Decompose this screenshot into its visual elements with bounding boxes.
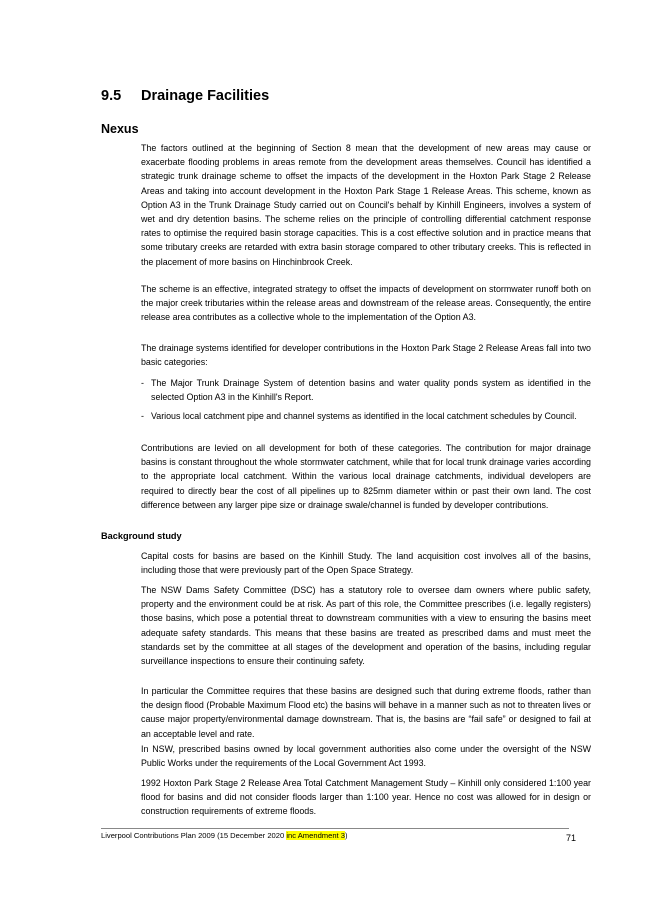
footer-divider [101,828,569,829]
list-item-text: The Major Trunk Drainage System of detention basins and water quality ponds system as identified in the selected Option A3 in the Kinhill's Report. [151,378,591,403]
nexus-paragraph-3: The drainage systems identified for developer contributions in the Hoxton Park Stage 2 Release Areas fall into two basic categories: [141,343,591,368]
nexus-paragraph-1: The factors outlined at the beginning of Section 8 mean that the development of new areas may cause or exacerbate flooding problems in areas remote from the development areas themselves. Council has identified a strategic trunk drainage scheme to offset the impacts of the development in the Hoxton Park Stage 2 Release Areas and taking into account development in the Hoxton Park Stage 1 Release Areas. This scheme, known as Option A3 in the Trunk Drainage Study carried out on Council's behalf by Kinhill Engineers, involves a system of wet and dry detention basins. The scheme relies on the principle of controlling differential catchment response rates to optimise the required basin storage capacities. This is a cost effective solution and in practice means that some tributary creeks are retarded with extra basin storage compared to other tributary creeks. This is reflected in the placement of more basins on Hinchinbrook Creek. [141,143,591,267]
list-dash: - [141,411,144,421]
nexus-paragraph-2: The scheme is an effective, integrated strategy to offset the impacts of development on stormwater runoff both on the major creek tributaries within the release areas and downstream of the release areas. Consequently, the entire release area contributes as a collective whole to the implementation of the Option A3. [141,284,591,323]
background-paragraph-3: In particular the Committee requires that these basins are designed such that during extreme floods, rather than the design flood (Probable Maximum Flood etc) the basins will behave in a manner such as not to threaten lives or cause major property/environmental damage downstream. That is, the basins are “fail safe” or designed to fail at an acceptable level and rate. [141,686,591,739]
section-number: 9.5 [101,88,122,104]
section-heading [101,88,269,104]
background-paragraph-5: 1992 Hoxton Park Stage 2 Release Area Total Catchment Management Study – Kinhill only considered 1:100 year flood for basins and did not consider floods larger than 1:100 year. Hence no cost was allowed for in design or construction requirements of extreme floods. [141,778,591,817]
footer-close-paren: ) [345,831,348,840]
footer-amendment-highlight: inc Amendment 3 [286,831,346,840]
list-item [141,409,591,423]
nexus-heading: Nexus [101,122,139,136]
list-dash: - [141,378,144,388]
section-title: Drainage Facilities [141,88,270,104]
background-paragraph-2: The NSW Dams Safety Committee (DSC) has a statutory role to oversee dam owners where public safety, property and the environment could be at risk. As part of this role, the Committee prescribes (i.e. legally registers) those basins, which pose a potential threat to downstream communities with a view to ensuring the basins meet adequate safety standards. This means that these basins are treated as prescribed dams and must meet the standards set by the committee at all stages of the development and operation of the basins, including regular surveillance inspections to ensure their continuing safety. [141,585,591,667]
background-paragraph-4: In NSW, prescribed basins owned by local government authorities also come under the oversight of the NSW Public Works under the requirements of the Local Government Act 1993. [141,744,591,769]
page-number: 71 [566,833,577,843]
background-study-heading: Background study [101,531,182,541]
footer-title-text: Liverpool Contributions Plan 2009 (15 December 2020 [101,831,287,840]
nexus-paragraph-4: Contributions are levied on all development for both of these categories. The contribution for major drainage basins is constant throughout the whole stormwater catchment, while that for local trunk drainage varies according to the appropriate local catchment. Within the various local drainage catchments, individual developers are required to directly bear the cost of all pipelines up to 825mm diameter within or past their own land. The cost difference between any larger pipe size or drainage swale/channel is funded by developer contributions. [141,443,591,510]
footer-document-title [101,831,348,840]
background-paragraph-1: Capital costs for basins are based on the Kinhill Study. The land acquisition cost involves all of the basins, including those that were previously part of the Open Space Strategy. [141,551,591,576]
list-item-text: Various local catchment pipe and channel systems as identified in the local catchment schedules by Council. [151,411,577,421]
list-item [141,376,591,404]
